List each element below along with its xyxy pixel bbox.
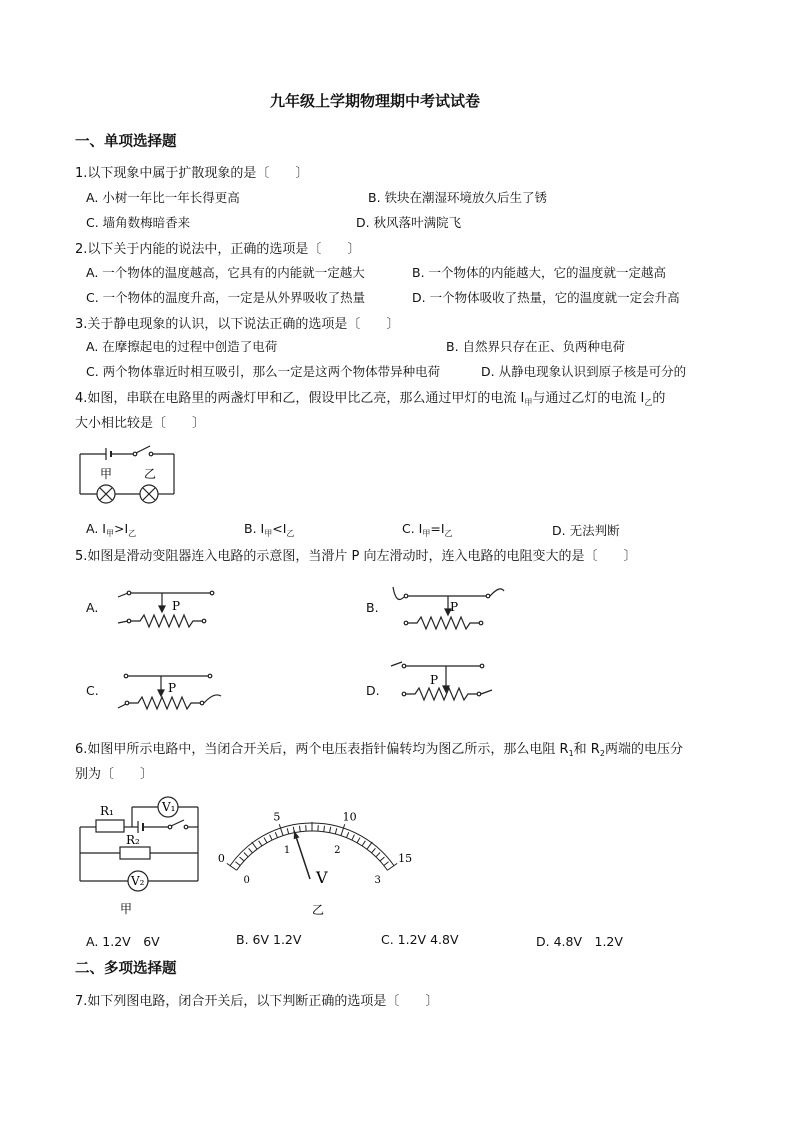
question-4-option-d[interactable]: D. 无法判断 [552, 523, 620, 538]
question-3-option-d[interactable]: D. 从静电现象认识到原子核是可分的 [481, 364, 687, 379]
dial-tick [264, 838, 267, 843]
v1-label: V₁ [162, 800, 176, 814]
lamp-jia-label: 甲 [100, 467, 113, 481]
question-6-option-b[interactable]: B. 6V 1.2V [236, 932, 302, 947]
question-4-stem-line2: 大小相比较是〔 〕 [75, 416, 206, 431]
question-5-option-b[interactable]: B. [366, 600, 379, 615]
question-6-option-c[interactable]: C. 1.2V 4.8V [381, 932, 459, 947]
question-2-option-b[interactable]: B. 一个物体的内能越大，它的温度就一定越高 [412, 265, 667, 280]
question-6-stem: 6.如图甲所示电路中，当闭合开关后，两个电压表指针偏转均为图乙所示，那么电阻 $R_1$和 $R_2$两端的电压分 [75, 742, 683, 758]
dial-tick [244, 853, 248, 857]
dial-tick [357, 838, 360, 843]
dial-tick [367, 842, 372, 849]
slider-label: P [450, 600, 459, 614]
question-1-option-b[interactable]: B. 铁块在潮湿环境放久后生了锈 [368, 190, 548, 205]
dial-outer-tick-label: 10 [342, 810, 357, 824]
dial-inner-tick-label: 2 [334, 845, 341, 857]
lamp-yi-label: 乙 [144, 467, 157, 481]
question-1-option-d[interactable]: D. 秋风落叶满院飞 [356, 215, 462, 230]
dial-tick [380, 857, 384, 861]
question-4-stem: 4.如图，串联在电路里的两盏灯甲和乙，假设甲比乙亮，那么通过甲灯的电流 $I_甲$与通过乙灯的电流 $I_乙$的 [75, 391, 666, 407]
dial-tick [287, 828, 289, 834]
question-4-option-c[interactable]: C. $I_甲=I_乙$ [402, 521, 453, 538]
dial-tick [249, 848, 253, 853]
question-1-option-c[interactable]: C. 墙角数梅暗香来 [86, 215, 191, 230]
dial-tick [270, 835, 273, 840]
dial-outer-tick-label: 0 [217, 851, 225, 865]
dial-tick [330, 827, 331, 833]
figure-yi-label: 乙 [312, 903, 325, 917]
meter-unit-label: V [316, 868, 328, 887]
dial-tick [387, 863, 397, 870]
slider-label: P [430, 673, 439, 687]
question-1-stem: 1.以下现象中属于扩散现象的是〔 〕 [75, 166, 309, 181]
dial-tick [240, 857, 244, 861]
question-1-option-a[interactable]: A. 小树一年比一年长得更高 [86, 190, 240, 205]
dial-tick [376, 853, 380, 857]
slider-label: P [168, 681, 177, 695]
dial-tick [299, 826, 300, 832]
dial-tick [279, 824, 283, 835]
voltmeter-circuit-jia [78, 795, 208, 920]
series-lamp-circuit [78, 440, 178, 500]
dial-arc [237, 831, 388, 870]
page-title: 九年级上学期物理期中考试试卷 [270, 92, 481, 110]
dial-tick [275, 832, 277, 838]
dial-tick [252, 842, 257, 849]
question-5-option-c[interactable]: C. [86, 683, 99, 698]
rheostat-diagram-c [116, 668, 231, 713]
question-2-option-d[interactable]: D. 一个物体吸收了热量，它的温度就一定会升高 [412, 290, 680, 305]
r2-label: R₂ [126, 833, 140, 847]
question-7-stem: 7.如下列图电路，闭合开关后，以下判断正确的选项是〔 〕 [75, 994, 439, 1009]
slider-label: P [172, 599, 181, 613]
question-2-stem: 2.以下关于内能的说法中，正确的选项是〔 〕 [75, 242, 361, 257]
dial-inner-tick-label: 0 [243, 875, 250, 887]
question-5-option-a[interactable]: A. [86, 600, 99, 615]
resistor-r1 [96, 820, 124, 832]
section-heading-single: 一、单项选择题 [75, 133, 177, 150]
dial-outer-tick-label: 5 [273, 810, 281, 824]
dial-tick [362, 841, 365, 846]
dial-tick [352, 835, 355, 840]
question-3-option-c[interactable]: C. 两个物体靠近时相互吸引，那么一定是这两个物体带异种电荷 [86, 364, 441, 379]
question-3-stem: 3.关于静电现象的认识，以下说法正确的选项是〔 〕 [75, 317, 400, 332]
v2-label: V₂ [131, 874, 145, 888]
r1-label: R₁ [100, 804, 114, 818]
dial-tick [335, 828, 337, 834]
dial-tick [372, 848, 376, 853]
dial-outer-tick-label: 15 [398, 851, 413, 865]
dial-tick [227, 863, 237, 870]
question-6-stem-line2: 别为〔 〕 [75, 767, 154, 782]
dial-tick [341, 824, 345, 835]
section-heading-multi: 二、多项选择题 [75, 960, 177, 977]
dial-tick [384, 862, 389, 866]
rheostat-diagram-d [388, 660, 508, 705]
question-4-option-a[interactable]: A. $I_甲>I_乙$ [86, 521, 137, 538]
question-3-option-a[interactable]: A. 在摩擦起电的过程中创造了电荷 [86, 339, 278, 354]
resistor-r2 [120, 847, 150, 859]
question-6-option-a[interactable]: A. 1.2V 6V [86, 934, 160, 949]
dial-tick [259, 841, 262, 846]
question-3-option-b[interactable]: B. 自然界只存在正、负两种电荷 [446, 339, 626, 354]
dial-tick [346, 832, 348, 838]
rheostat-diagram-b [390, 585, 510, 630]
question-5-option-d[interactable]: D. [366, 683, 380, 698]
question-6-option-d[interactable]: D. 4.8V 1.2V [536, 934, 623, 949]
figure-jia-label: 甲 [120, 902, 133, 916]
question-5-stem: 5.如图是滑动变阻器连入电路的示意图，当滑片 P 向左滑动时，连入电路的电阻变大的是〔 〕 [75, 549, 637, 564]
question-2-option-a[interactable]: A. 一个物体的温度越高，它具有的内能就一定越大 [86, 265, 365, 280]
rheostat-diagram-a [116, 588, 226, 628]
dial-inner-tick-label: 1 [283, 845, 291, 857]
question-2-option-c[interactable]: C. 一个物体的温度升高，一定是从外界吸收了热量 [86, 290, 366, 305]
dial-tick [324, 826, 325, 832]
voltmeter-dial-yi [217, 793, 422, 918]
question-4-option-b[interactable]: B. $I_甲<I_乙$ [244, 521, 295, 538]
dial-inner-tick-label: 3 [374, 875, 381, 887]
dial-tick [235, 862, 240, 866]
